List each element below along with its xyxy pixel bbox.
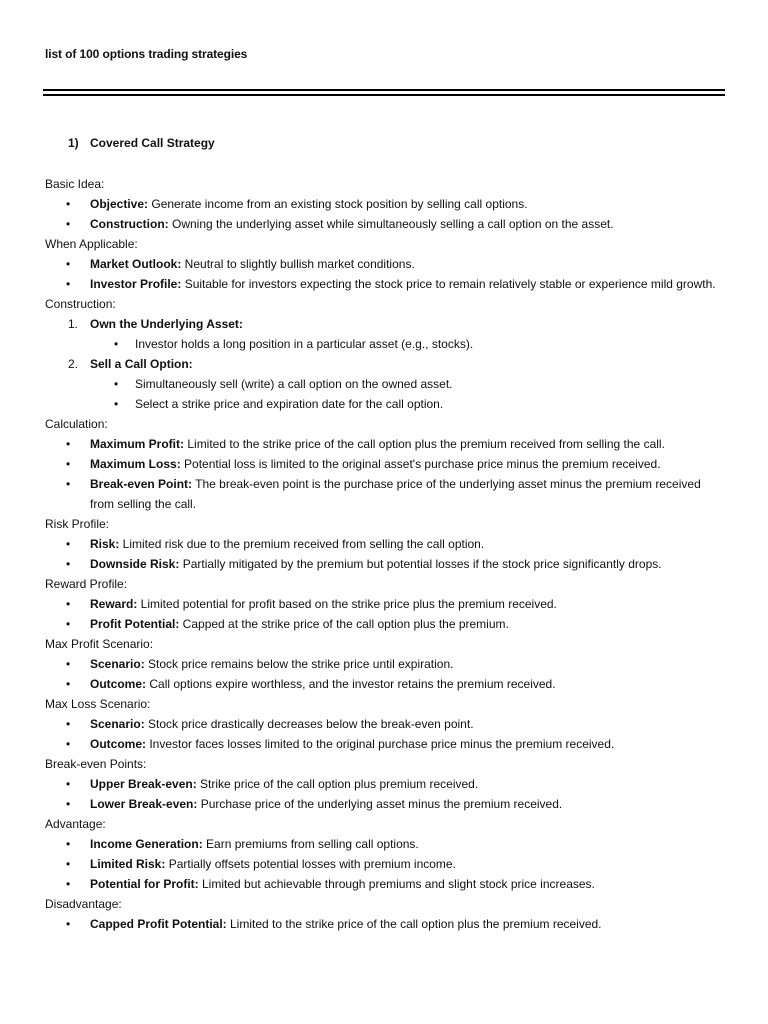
section-basic-idea (45, 174, 725, 234)
section-title: Reward Profile: (45, 577, 128, 591)
item-text: Limited to the strike price of the call option plus the premium received from selling the call. (184, 437, 665, 451)
list-item (45, 534, 725, 554)
list-item (45, 214, 725, 234)
list-item (45, 774, 725, 794)
list-item (45, 654, 725, 674)
list-item (45, 914, 725, 934)
list-item (45, 254, 725, 274)
section-title: When Applicable: (45, 237, 138, 251)
item-label: Investor Profile: (90, 277, 182, 291)
list-item (45, 594, 725, 614)
item-label: Outcome: (90, 677, 147, 691)
section-max-loss-scenario (45, 694, 725, 754)
item-text: Suitable for investors expecting the stock price to remain relatively stable or experience mild growth. (181, 277, 716, 291)
numbered-step (45, 314, 725, 334)
section-reward-profile (45, 574, 725, 634)
item-label: Downside Risk: (90, 557, 180, 571)
item-text: Stock price remains below the strike price until expiration. (144, 657, 454, 671)
strategy-heading (68, 136, 215, 150)
item-label: Limited Risk: (90, 857, 166, 871)
document-body (45, 174, 725, 934)
item-text: Neutral to slightly bullish market conditions. (181, 257, 415, 271)
list-item (45, 674, 725, 694)
item-text: Capped at the strike price of the call option plus the premium. (179, 617, 509, 631)
item-label: Construction: (90, 217, 169, 231)
sub-list-item: • Simultaneously sell (write) a call option on the owned asset. (45, 374, 725, 394)
item-text: Limited risk due to the premium received from selling the call option. (119, 537, 485, 551)
section-title: Max Loss Scenario: (45, 697, 151, 711)
item-label: Market Outlook: (90, 257, 182, 271)
item-label: Reward: (90, 597, 138, 611)
item-text: Partially offsets potential losses with premium income. (165, 857, 456, 871)
item-text: Limited to the strike price of the call option plus the premium received. (226, 917, 602, 931)
numbered-step (45, 354, 725, 374)
item-text: Limited potential for profit based on the strike price plus the premium received. (137, 597, 557, 611)
section-title: Risk Profile: (45, 517, 110, 531)
item-text: The break-even point is the purchase price of the underlying asset minus the premium received from selling the call. (90, 477, 701, 511)
section-title: Basic Idea: (45, 177, 105, 191)
item-label: Scenario: (90, 717, 145, 731)
title-rule-top (43, 89, 725, 91)
section-when-applicable (45, 234, 725, 294)
list-item (45, 454, 725, 474)
step-number: 2. (68, 357, 79, 371)
title-rule-bottom (43, 94, 725, 96)
list-item (45, 614, 725, 634)
item-text: Potential loss is limited to the original asset's purchase price minus the premium received. (180, 457, 661, 471)
list-item (45, 274, 725, 294)
section-title: Calculation: (45, 417, 108, 431)
list-item (45, 874, 725, 894)
item-text: Earn premiums from selling call options. (202, 837, 419, 851)
sub-list-item: • Investor holds a long position in a particular asset (e.g., stocks). (45, 334, 725, 354)
section-risk-profile (45, 514, 725, 574)
section-title: Disadvantage: (45, 897, 122, 911)
sub-list-item: • Select a strike price and expiration date for the call option. (45, 394, 725, 414)
item-label: Risk: (90, 537, 120, 551)
item-label: Capped Profit Potential: (90, 917, 227, 931)
section-break-even-points (45, 754, 725, 814)
item-label: Maximum Profit: (90, 437, 185, 451)
item-label: Profit Potential: (90, 617, 180, 631)
step-number: 1. (68, 317, 79, 331)
item-label: Potential for Profit: (90, 877, 199, 891)
item-label: Lower Break-even: (90, 797, 198, 811)
section-disadvantage (45, 894, 725, 934)
step-label: Sell a Call Option: (90, 357, 193, 371)
item-label: Break-even Point: (90, 477, 193, 491)
list-item (45, 714, 725, 734)
item-text: Strike price of the call option plus premium received. (196, 777, 479, 791)
item-text: Investor faces losses limited to the original purchase price minus the premium received. (146, 737, 615, 751)
section-title: Break-even Points: (45, 757, 147, 771)
list-item (45, 734, 725, 754)
section-title: Max Profit Scenario: (45, 637, 154, 651)
list-item (45, 554, 725, 574)
list-item (45, 854, 725, 874)
list-item (45, 834, 725, 854)
item-text: Call options expire worthless, and the investor retains the premium received. (146, 677, 556, 691)
list-item (45, 794, 725, 814)
heading-text: Covered Call Strategy (90, 136, 215, 150)
item-label: Objective: (90, 197, 149, 211)
item-text: Generate income from an existing stock position by selling call options. (148, 197, 528, 211)
section-max-profit-scenario (45, 634, 725, 694)
item-label: Upper Break-even: (90, 777, 197, 791)
list-item (45, 434, 725, 454)
section-calculation (45, 414, 725, 514)
item-text: Stock price drastically decreases below the break-even point. (144, 717, 474, 731)
item-text: Purchase price of the underlying asset minus the premium received. (197, 797, 563, 811)
section-title: Construction: (45, 297, 116, 311)
item-text: Limited but achievable through premiums and slight stock price increases. (198, 877, 595, 891)
item-text: Owning the underlying asset while simultaneously selling a call option on the asset. (168, 217, 614, 231)
item-label: Scenario: (90, 657, 145, 671)
section-construction (45, 294, 725, 414)
item-label: Outcome: (90, 737, 147, 751)
item-label: Maximum Loss: (90, 457, 181, 471)
list-item (45, 194, 725, 214)
document-title: list of 100 options trading strategies (45, 47, 248, 61)
section-title: Advantage: (45, 817, 106, 831)
step-label: Own the Underlying Asset: (90, 317, 243, 331)
section-advantage (45, 814, 725, 894)
list-item (45, 474, 725, 514)
item-text: Partially mitigated by the premium but potential losses if the stock price significantly drops. (179, 557, 662, 571)
heading-number: 1) (68, 136, 79, 150)
item-label: Income Generation: (90, 837, 203, 851)
